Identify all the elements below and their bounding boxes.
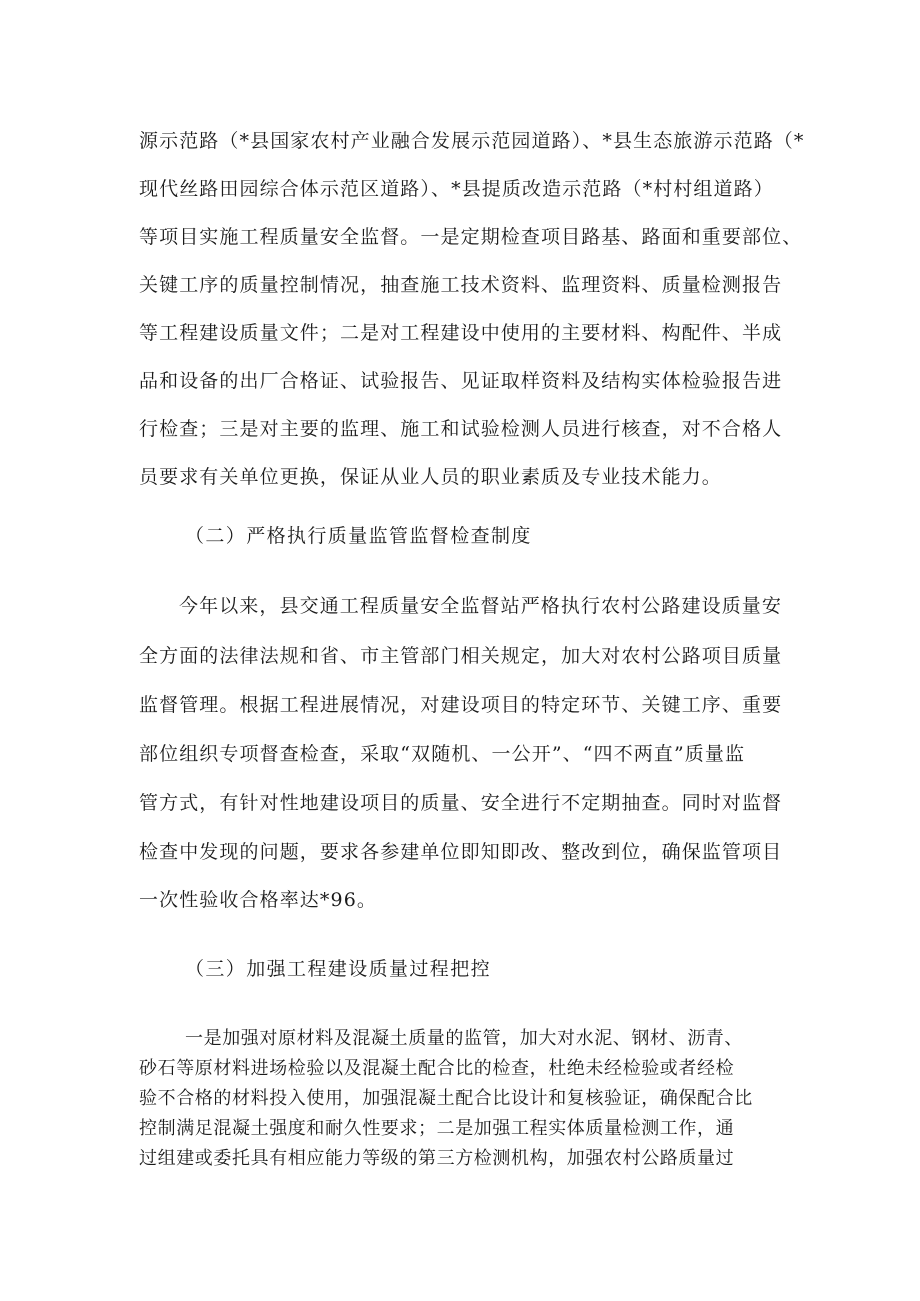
section-heading: （二）严格执行质量监管监督检查制度 <box>185 525 532 547</box>
text-line: 砂石等原材料进场检验以及混凝土配合比的检查，杜绝未经检验或者经检 <box>139 1058 735 1079</box>
text-line: 源示范路（*县国家农村产业融合发展示范园道路）、*县生态旅游示范路（* <box>139 130 805 152</box>
text-line: 等工程建设质量文件；二是对工程建设中使用的主要材料、构配件、半成 <box>139 322 783 344</box>
text-line: 部位组织专项督查检查，采取“双随机、一公开”、“四不两直”质量监 <box>139 743 746 765</box>
text-line: 监督管理。根据工程进展情况，对建设项目的特定环节、关键工序、重要 <box>139 694 783 716</box>
text-line: 验不合格的材料投入使用，加强混凝土配合比设计和复核验证，确保配合比 <box>139 1088 753 1109</box>
text-line: 现代丝路田园综合体示范区道路）、*县提质改造示范路（*村村组道路） <box>139 178 774 200</box>
section-heading: （三）加强工程建设质量过程把控 <box>185 958 492 980</box>
text-line: 行检查；三是对主要的监理、施工和试验检测人员进行核查，对不合格人 <box>139 418 783 440</box>
text-line: 管方式，有针对性地建设项目的质量、安全进行不定期抽查。同时对监督 <box>139 792 783 814</box>
text-line: 过组建或委托具有相应能力等级的第三方检测机构，加强农村公路质量过 <box>139 1148 735 1169</box>
text-line: 等项目实施工程质量安全监督。一是定期检查项目路基、路面和重要部位、 <box>139 226 803 248</box>
text-line: 全方面的法律法规和省、市主管部门相关规定，加大对农村公路项目质量 <box>139 645 783 667</box>
text-line: 关键工序的质量控制情况，抽查施工技术资料、监理资料、质量检测报告 <box>139 274 783 296</box>
text-line: 一是加强对原材料及混凝土质量的监管，加大对水泥、钢材、沥青、 <box>185 1028 743 1049</box>
text-line: 品和设备的出厂合格证、试验报告、见证取样资料及结构实体检验报告进 <box>139 370 783 392</box>
text-line: 今年以来，县交通工程质量安全监督站严格执行农村公路建设质量安 <box>179 595 783 617</box>
text-line: 检查中发现的问题，要求各参建单位即知即改、整改到位，确保监管项目 <box>139 841 783 863</box>
text-line: 员要求有关单位更换，保证从业人员的职业素质及专业技术能力。 <box>139 466 722 488</box>
text-line: 控制满足混凝土强度和耐久性要求；二是加强工程实体质量检测工作，通 <box>139 1118 735 1139</box>
text-line: 一次性验收合格率达*96。 <box>139 889 377 911</box>
